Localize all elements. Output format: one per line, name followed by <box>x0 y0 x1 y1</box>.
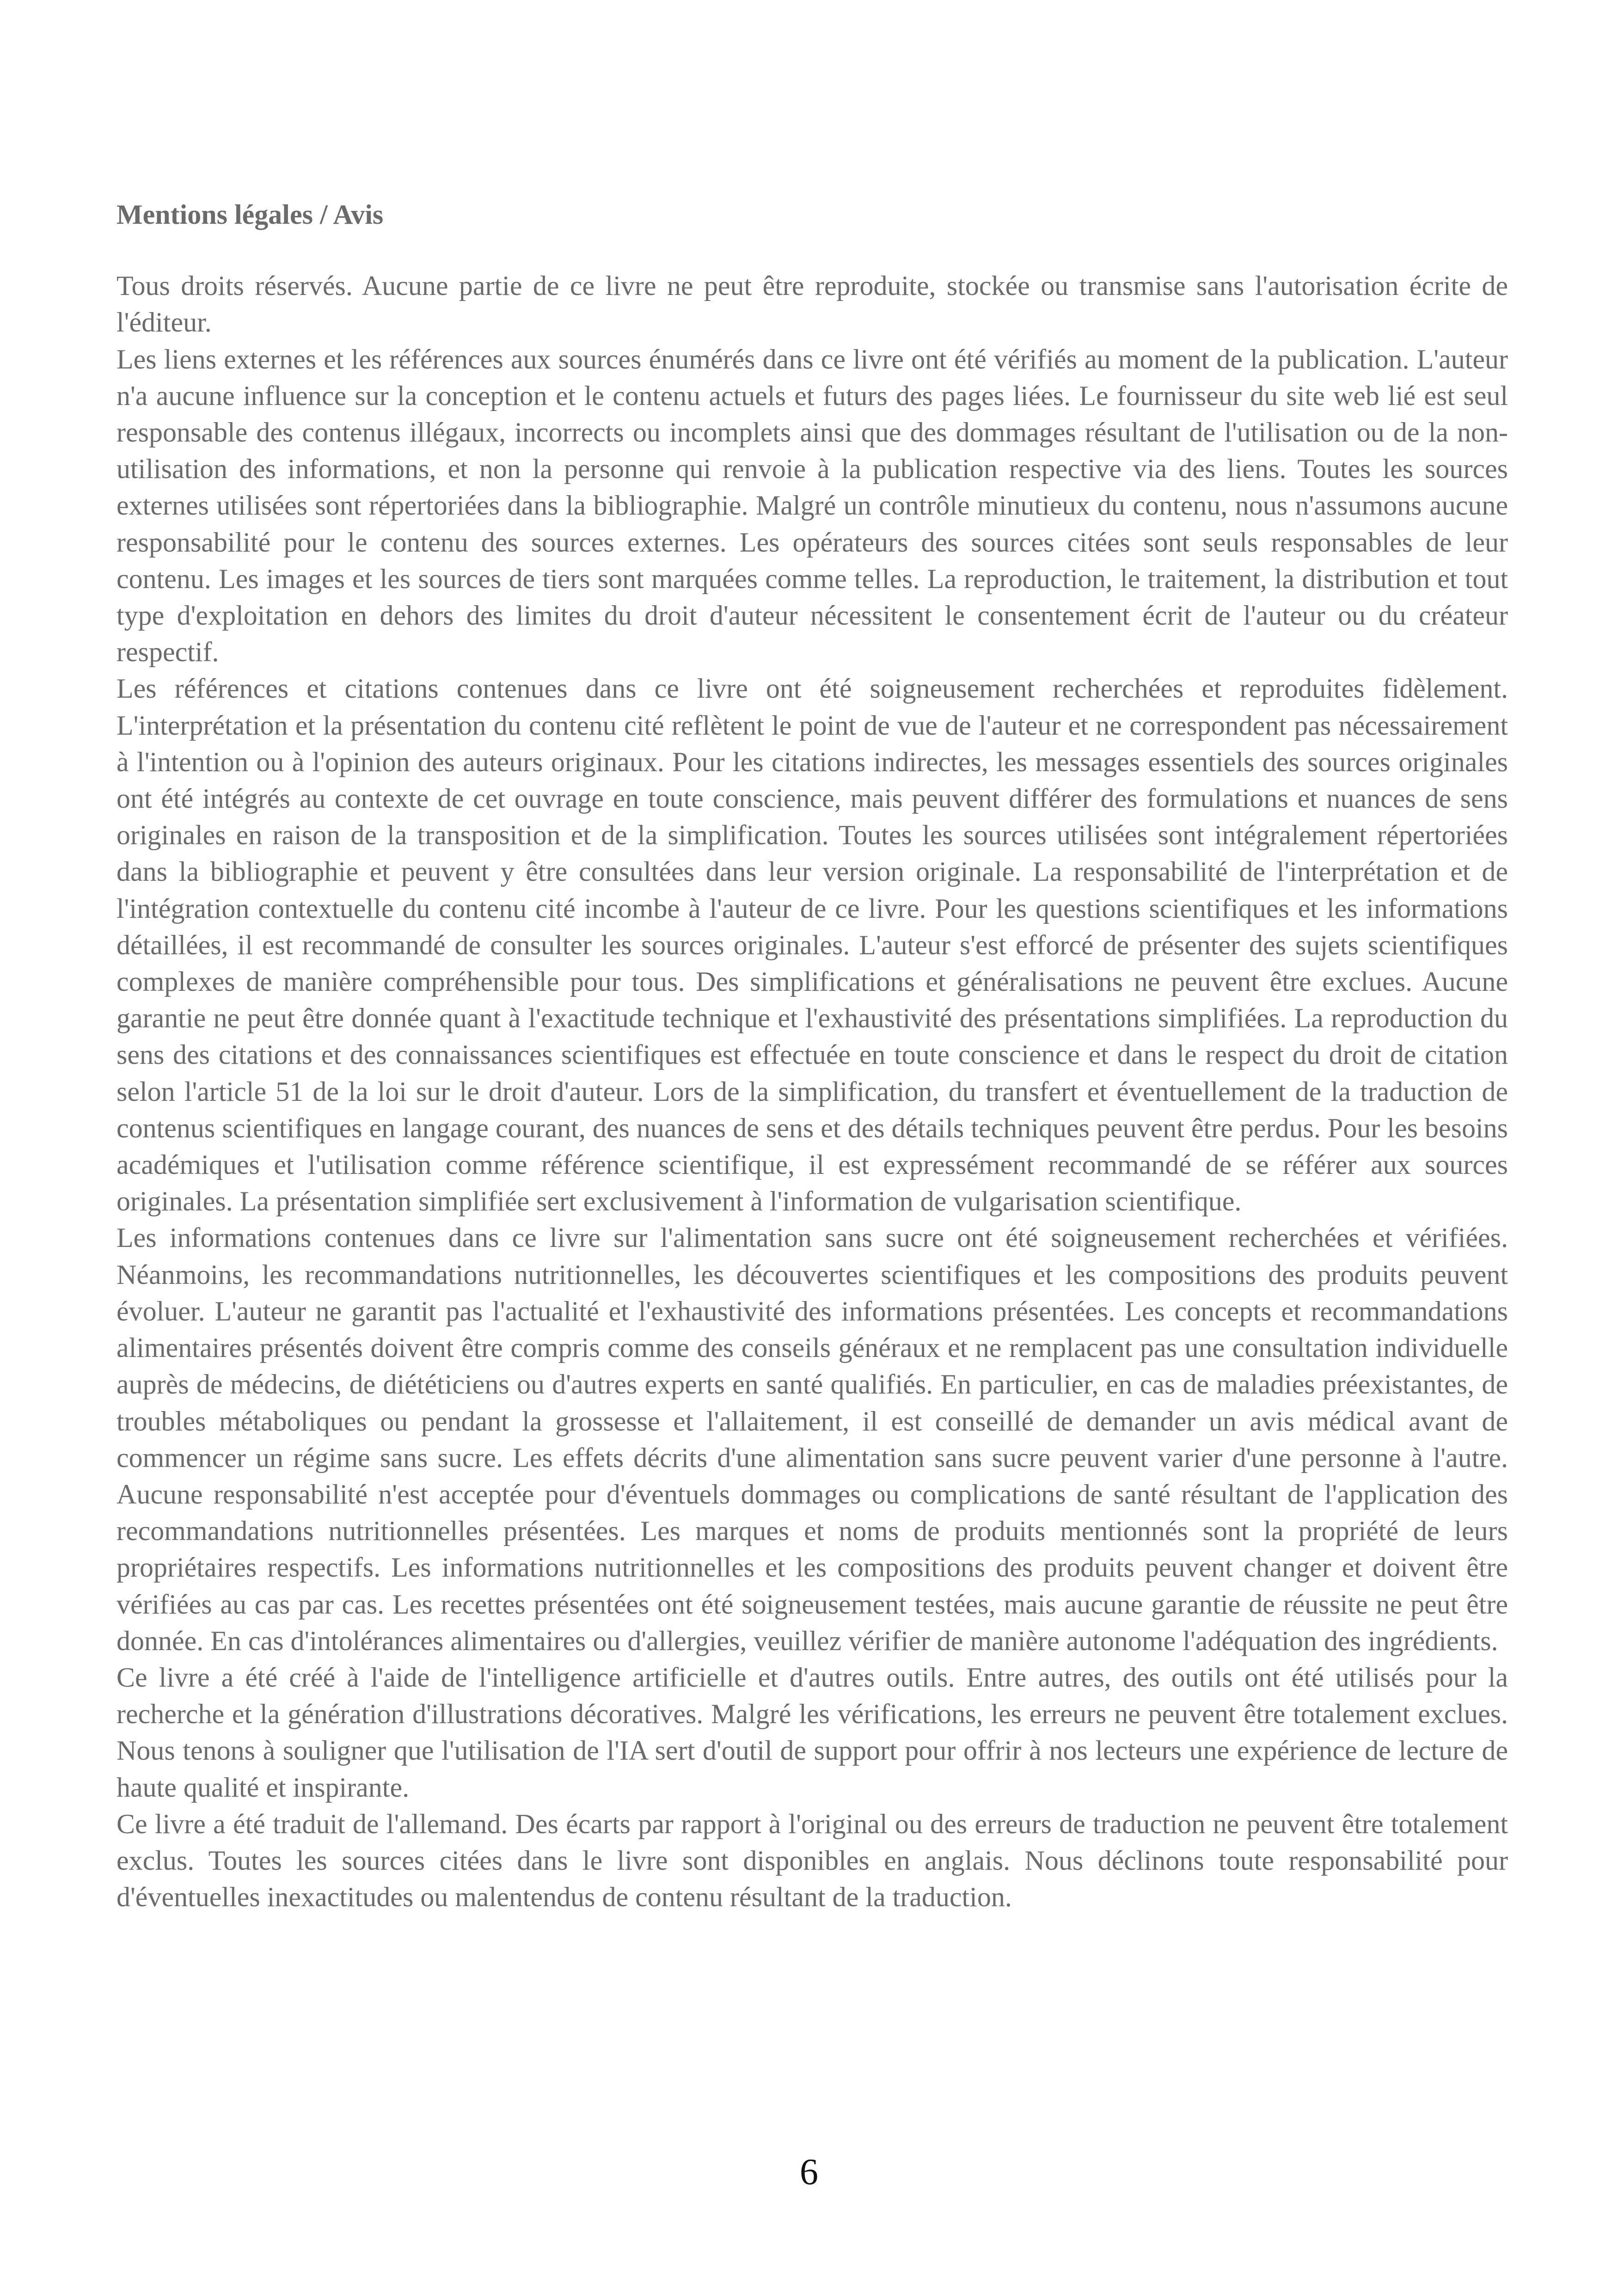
page-number: 6 <box>800 2152 818 2192</box>
section-heading: Mentions légales / Avis <box>116 199 384 230</box>
paragraph-ai-usage: Ce livre a été créé à l'aide de l'intelligence artificielle et d'autres outils. Entre autres, des outils ont été utilisés pour la recherche et la génération d'illustrations décoratives. Malgré les vérifications, les erreurs ne peuvent être totalement exclues. Nous tenons à souligner que l'utilisation de l'IA sert d'outil de support pour offrir à nos lecteurs une expérience de lecture de haute qualité et inspirante. <box>116 1662 1508 1803</box>
paragraph-external-links: Les liens externes et les références aux sources énumérés dans ce livre ont été vérifiés au moment de la publication. L'auteur n'a aucune influence sur la conception et le contenu actuels et futurs des pages liées. Le fournisseur du site web lié est seul responsable des contenus illégaux, incorrects ou incomplets ainsi que des dommages résultant de l'utilisation ou de la non-utilisation des informations, et non la personne qui renvoie à la publication respective via des liens. Toutes les sources externes utilisées sont répertoriées dans la bibliographie. Malgré un contrôle minutieux du contenu, nous n'assumons aucune responsabilité pour le contenu des sources externes. Les opérateurs des sources citées sont seuls responsables de leur contenu. Les images et les sources de tiers sont marquées comme telles. La reproduction, le traitement, la distribution et tout type d'exploitation en dehors des limites du droit d'auteur nécessitent le consentement écrit de l'auteur ou du créateur respectif. <box>116 344 1508 668</box>
paragraph-rights: Tous droits réservés. Aucune partie de ce livre ne peut être reproduite, stockée ou transmise sans l'autorisation écrite de l'éditeur. <box>116 270 1508 338</box>
paragraph-translation: Ce livre a été traduit de l'allemand. Des écarts par rapport à l'original ou des erreurs de traduction ne peuvent être totalement exclus. Toutes les sources citées dans le livre sont disponibles en anglais. Nous déclinons toute responsabilité pour d'éventuelles inexactitudes ou malentendus de contenu résultant de la traduction. <box>116 1808 1508 1913</box>
paragraph-citations: Les références et citations contenues dans ce livre ont été soigneusement recherchées et reproduites fidèlement. L'interprétation et la présentation du contenu cité reflètent le point de vue de l'auteur et ne correspondent pas nécessairement à l'intention ou à l'opinion des auteurs originaux. Pour les citations indirectes, les messages essentiels des sources originales ont été intégrés au contexte de cet ouvrage en toute conscience, mais peuvent différer des formulations et nuances de sens originales en raison de la transposition et de la simplification. Toutes les sources utilisées sont intégralement répertoriées dans la bibliographie et peuvent y être consultées dans leur version originale. La responsabilité de l'interprétation et de l'intégration contextuelle du contenu cité incombe à l'auteur de ce livre. Pour les questions scientifiques et les informations détaillées, il est recommandé de consulter les sources originales. L'auteur s'est efforcé de présenter des sujets scientifiques complexes de manière compréhensible pour tous. Des simplifications et généralisations ne peuvent être exclues. Aucune garantie ne peut être donnée quant à l'exactitude technique et l'exhaustivité des présentations simplifiées. La reproduction du sens des citations et des connaissances scientifiques est effectuée en toute conscience et dans le respect du droit de citation selon l'article 51 de la loi sur le droit d'auteur. Lors de la simplification, du transfert et éventuellement de la traduction de contenus scientifiques en langage courant, des nuances de sens et des détails techniques peuvent être perdus. Pour les besoins académiques et l'utilisation comme référence scientifique, il est expressément recommandé de se référer aux sources originales. La présentation simplifiée sert exclusivement à l'information de vulgarisation scientifique. <box>116 673 1508 1217</box>
legal-notice-section <box>116 196 1508 1915</box>
paragraph-nutrition-disclaimer: Les informations contenues dans ce livre sur l'alimentation sans sucre ont été soigneusement recherchées et vérifiées. Néanmoins, les recommandations nutritionnelles, les découvertes scientifiques et les compositions des produits peuvent évoluer. L'auteur ne garantit pas l'actualité et l'exhaustivité des informations présentées. Les concepts et recommandations alimentaires présentés doivent être compris comme des conseils généraux et ne remplacent pas une consultation individuelle auprès de médecins, de diététiciens ou d'autres experts en santé qualifiés. En particulier, en cas de maladies préexistantes, de troubles métaboliques ou pendant la grossesse et l'allaitement, il est conseillé de demander un avis médical avant de commencer un régime sans sucre. Les effets décrits d'une alimentation sans sucre peuvent varier d'une personne à l'autre. Aucune responsabilité n'est acceptée pour d'éventuels dommages ou complications de santé résultant de l'application des recommandations nutritionnelles présentées. Les marques et noms de produits mentionnés sont la propriété de leurs propriétaires respectifs. Les informations nutritionnelles et les compositions des produits peuvent changer et doivent être vérifiées au cas par cas. Les recettes présentées ont été soigneusement testées, mais aucune garantie de réussite ne peut être donnée. En cas d'intolérances alimentaires ou d'allergies, veuillez vérifier de manière autonome l'adéquation des ingrédients. <box>116 1222 1508 1656</box>
